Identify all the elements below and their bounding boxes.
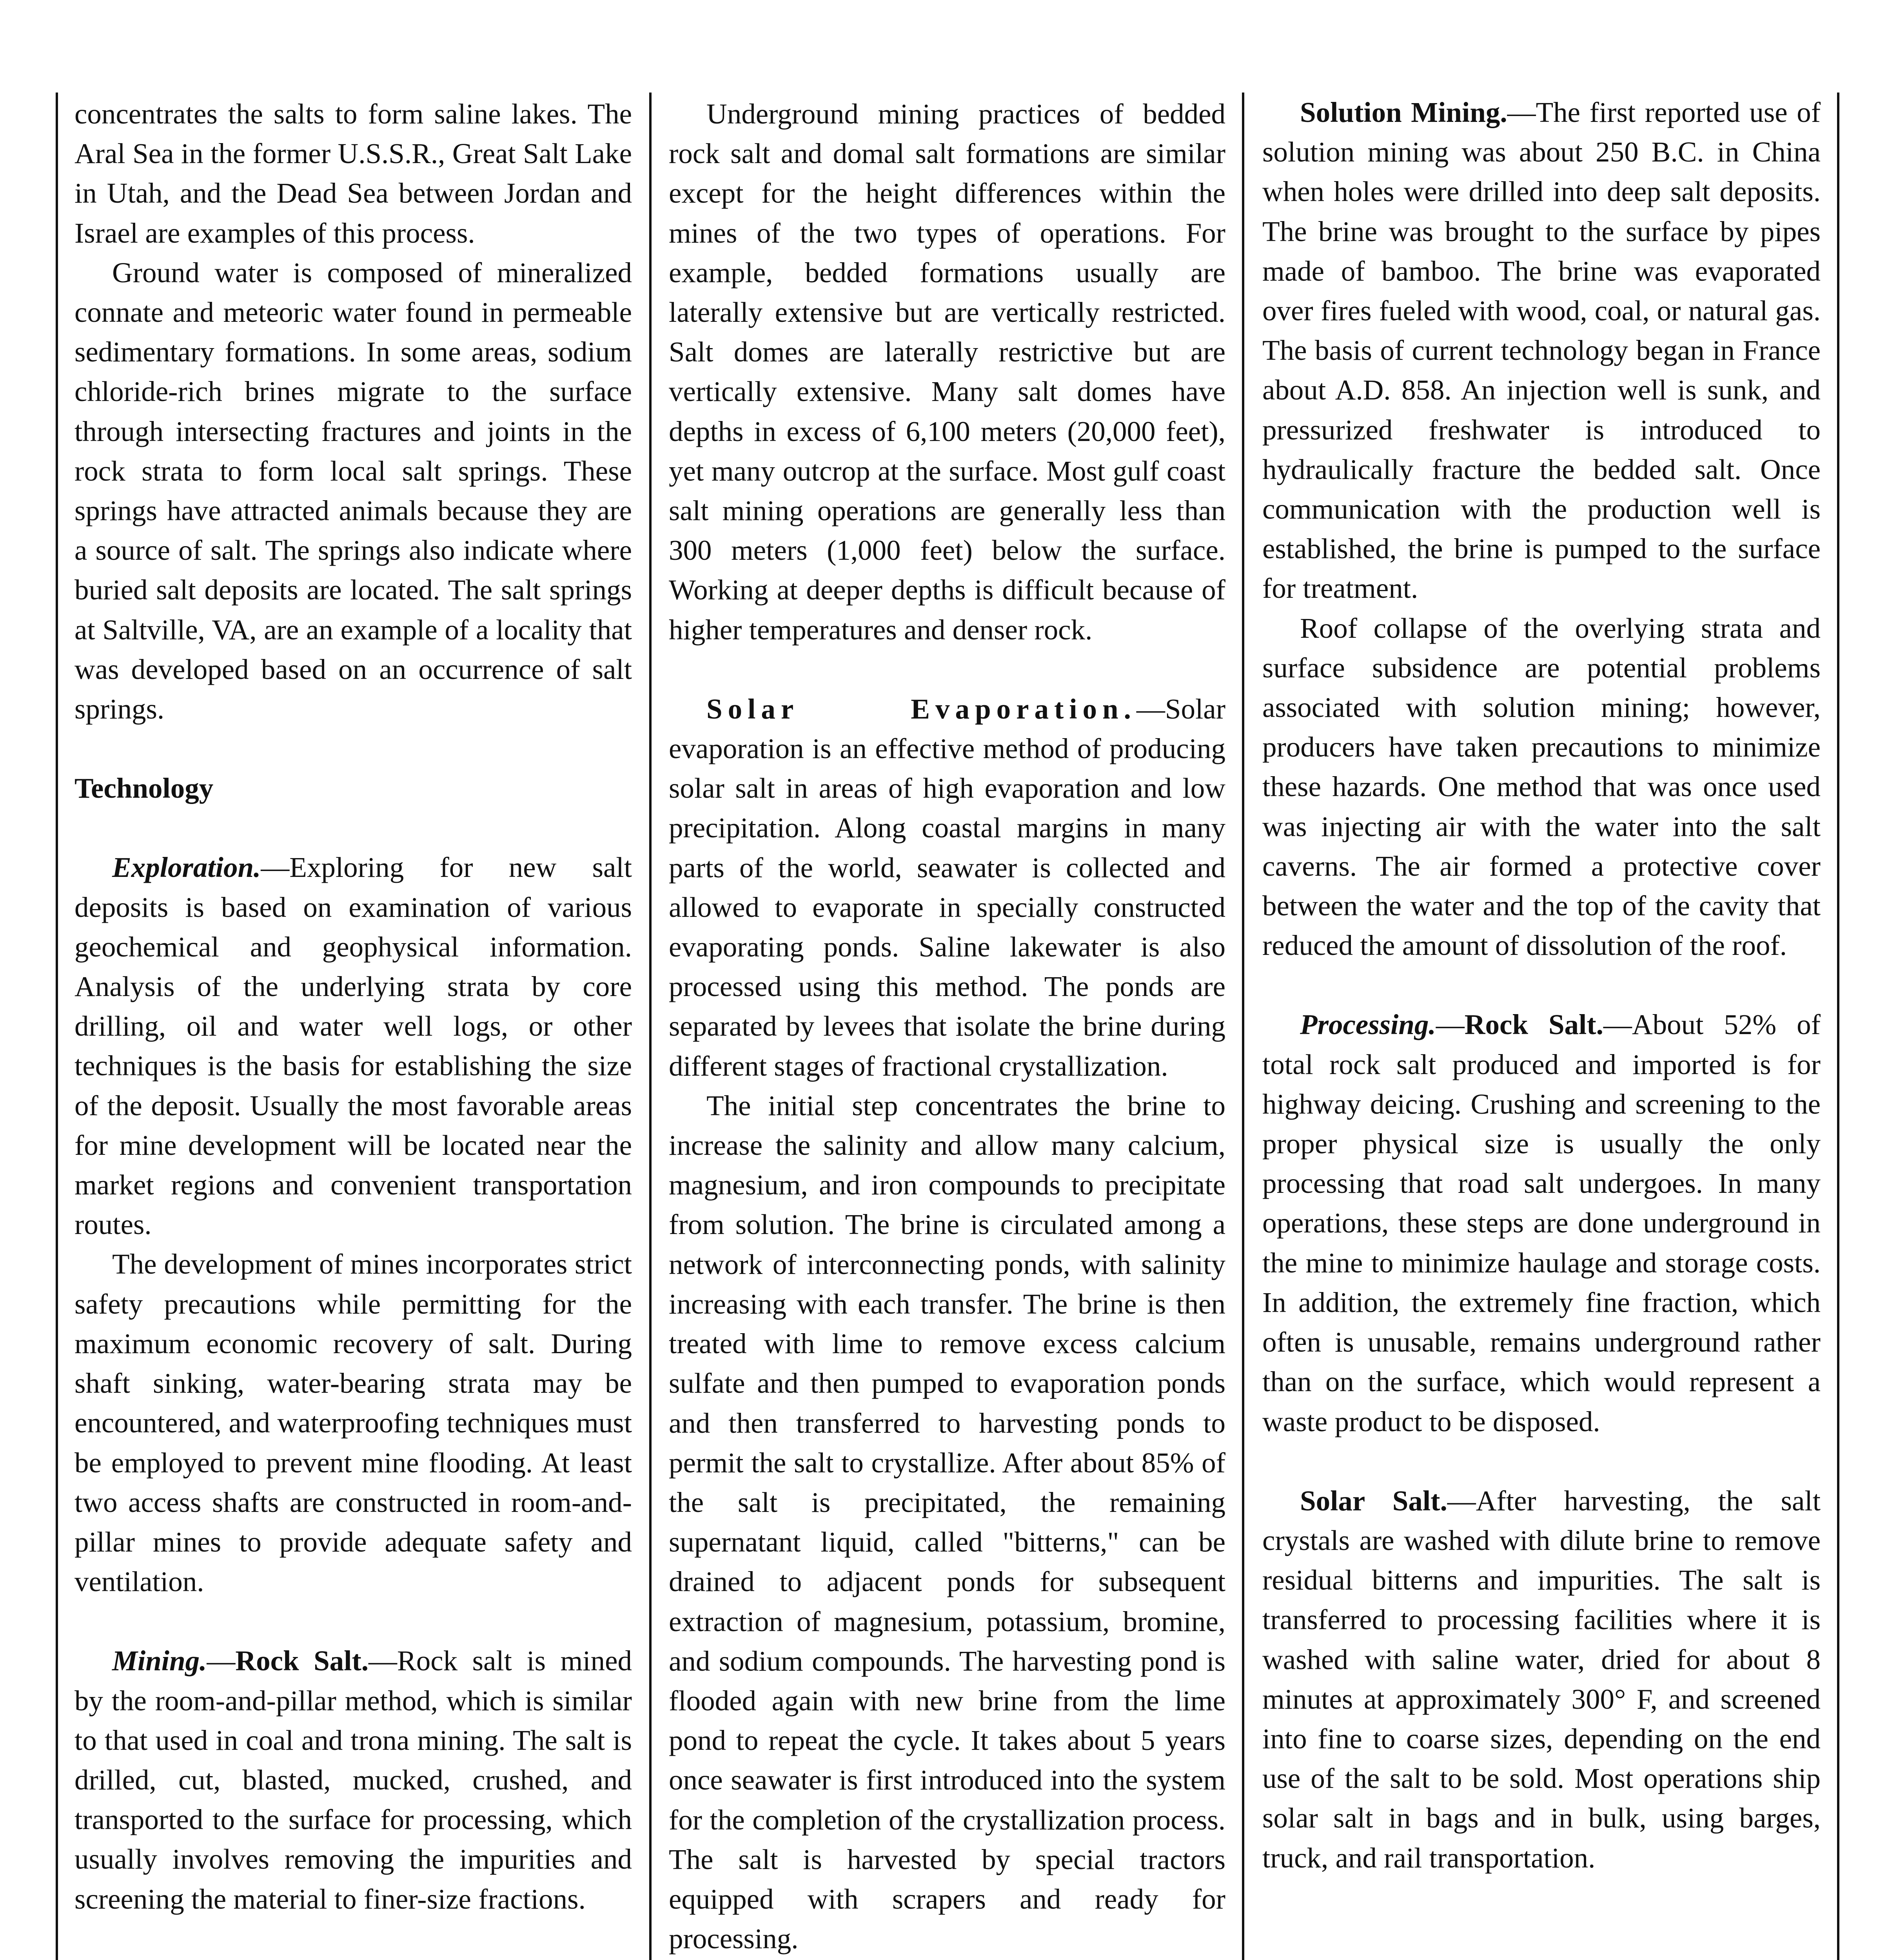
label-exploration: Exploration. (112, 851, 261, 884)
text-solution-mining: The first reported use of solution mining was about 250 B.C. in China when holes were drilled into deep salt deposits. The brine was brought to the surface by pipes made of bamboo. The brine was evaporated over fires fueled with wood, coal, or natural gas. The basis of current technology began in France about A.D. 858. An injection well is sunk, and pressurized freshwater is introduced to hydraulically fracture the bedded salt. Once communication with the production well is established, the brine is pumped to the surface for treatment. (1262, 96, 1821, 604)
label-solution-mining: Solution Mining. (1300, 96, 1507, 128)
paragraph-saline-lakes: concentrates the salts to form saline lakes. The Aral Sea in the former U.S.S.R., Great Salt Lake in Utah, and the Dead Sea between Jordan and Israel are examples of this process. (74, 98, 632, 249)
text-solar-salt: After harvesting, the salt crystals are washed with dilute brine to remove residual bitterns and impurities. The salt is transferred to processing facilities where it is washed with saline water, dried for about 8 minutes at approximately 300° F, and screened into fine to coarse sizes, depending on the end use of the salt to be sold. Most operations ship solar salt in bags and in bulk, using barges, truck, and rail transportation. (1262, 1485, 1821, 1874)
paragraph-solution-mining (1262, 93, 1821, 608)
label-solar-salt: Solar Salt. (1300, 1485, 1447, 1517)
column-2 (669, 94, 1225, 1958)
dash: — (207, 1645, 236, 1677)
column-rule-right (1837, 93, 1839, 1960)
label-processing: Processing. (1300, 1009, 1436, 1041)
label-solar-evaporation: Solar Evaporation. (706, 693, 1136, 725)
paragraph-ground-water: Ground water is composed of mineralized connate and meteoric water found in permeable sedimentary formations. In some areas, sodium chloride-rich brines migrate to the surface through intersecting fractures and joints in the rock strata to form local salt springs. These springs have attracted animals because they are a source of salt. The springs also indicate where buried salt deposits are located. The salt springs at Saltville, VA, are an example of a locality that was developed based on an occurrence of salt springs. (74, 256, 632, 725)
paragraph-processing (1262, 1005, 1821, 1441)
text-exploration: Exploring for new salt deposits is based on examination of various geochemical and geophysical information. Analysis of the underlying strata by core drilling, oil and water well logs, or other techniques is the basis for establishing the size of the deposit. Usually the most favorable areas for mine development will be located near the market regions and convenient transportation routes. (74, 851, 632, 1241)
label-rock-salt: Rock Salt. (235, 1645, 369, 1677)
paragraph-mining (74, 1641, 632, 1918)
paragraph-initial-step: The initial step concentrates the brine to increase the salinity and allow many calcium, magnesium, and iron compounds to precipitate from solution. The brine is circulated among a network of interconnecting ponds, with salinity increasing with each transfer. The brine is then treated with lime to remove excess calcium sulfate and then pumped to evaporation ponds and then transferred to harvesting ponds to permit the salt to crystallize. After about 85% of the salt is precipitated, the remaining supernatant liquid, called "bitterns," can be drained to adjacent ponds for subsequent extraction of magnesium, potassium, bromine, and sodium compounds. The harvesting pond is flooded again with new brine from the lime pond to repeat the cycle. It takes about 5 years once seawater is first introduced into the system for the completion of the crystallization process. The salt is harvested by special tractors equipped with scrapers and ready for processing. (669, 1089, 1225, 1955)
paragraph-solar-salt (1262, 1481, 1821, 1878)
paragraph-underground-mining: Underground mining practices of bedded rock salt and domal salt formations are similar except for the height differences within the mines of the two types of operations. For example, bedded formations usually are laterally extensive but are vertically restricted. Salt domes are laterally restrictive but are vertically extensive. Many salt domes have depths in excess of 6,100 meters (20,000 feet), yet many outcrop at the surface. Most gulf coast salt mining operations are generally less than 300 meters (1,000 feet) below the surface. Working at deeper depths is difficult because of higher temperatures and denser rock. (669, 98, 1225, 646)
column-rule-left (56, 93, 58, 1960)
column-rule-middle-1 (649, 93, 652, 1960)
text-solar-evaporation: Solar evaporation is an effective method of producing solar salt in areas of high evaporation and low precipitation. Along coastal margins in many parts of the world, seawater is collected and allowed to evaporate in specially constructed evaporating ponds. Saline lakewater is also processed using this method. The ponds are separated by levees that isolate the brine during different stages of fractional crystallization. (669, 693, 1225, 1082)
paragraph-mine-development: The development of mines incorporates strict safety precautions while permitting for the maximum economic recovery of salt. During shaft sinking, water-bearing strata may be encountered, and waterproofing techniques must be employed to prevent mine flooding. At least two access shafts are constructed in room-and-pillar mines to provide adequate safety and ventilation. (74, 1248, 632, 1598)
paragraph-roof-collapse: Roof collapse of the overlying strata and surface subsidence are potential problems associated with solution mining; however, producers have taken precautions to minimize these hazards. One method that was once used was injecting air with the water into the salt caverns. The air formed a protective cover between the water and the top of the cavity that reduced the amount of dissolution of the roof. (1262, 612, 1821, 962)
text-mining: Rock salt is mined by the room-and-pillar method, which is similar to that used in coal and trona mining. The salt is drilled, cut, blasted, mucked, crushed, and transported to the surface for processing, which usually involves removing the impurities and screening the material to finer-size fractions. (74, 1645, 632, 1915)
dash: — (1507, 96, 1536, 128)
dash: — (1136, 693, 1165, 725)
label-mining: Mining. (112, 1645, 207, 1677)
dash: — (1436, 1009, 1465, 1041)
label-rock-salt: Rock Salt. (1464, 1009, 1603, 1041)
dash: — (261, 851, 290, 884)
paragraph-solar-evaporation (669, 689, 1225, 1086)
column-rule-middle-2 (1242, 93, 1244, 1960)
dash: — (369, 1645, 398, 1677)
dash: — (1447, 1485, 1476, 1517)
column-3 (1262, 93, 1821, 1878)
column-1 (74, 94, 632, 1919)
section-heading-technology: Technology (74, 772, 214, 804)
paragraph-exploration (74, 848, 632, 1244)
text-processing: About 52% of total rock salt produced and imported is for highway deicing. Crushing and screening to the proper physical size is usually the only processing that road salt undergoes. In many operations, these steps are done underground in the mine to minimize haulage and storage costs. In addition, the extremely fine fraction, which often is unusable, remains underground rather than on the surface, which would represent a waste product to be disposed. (1262, 1009, 1821, 1437)
dash: — (1603, 1009, 1632, 1041)
